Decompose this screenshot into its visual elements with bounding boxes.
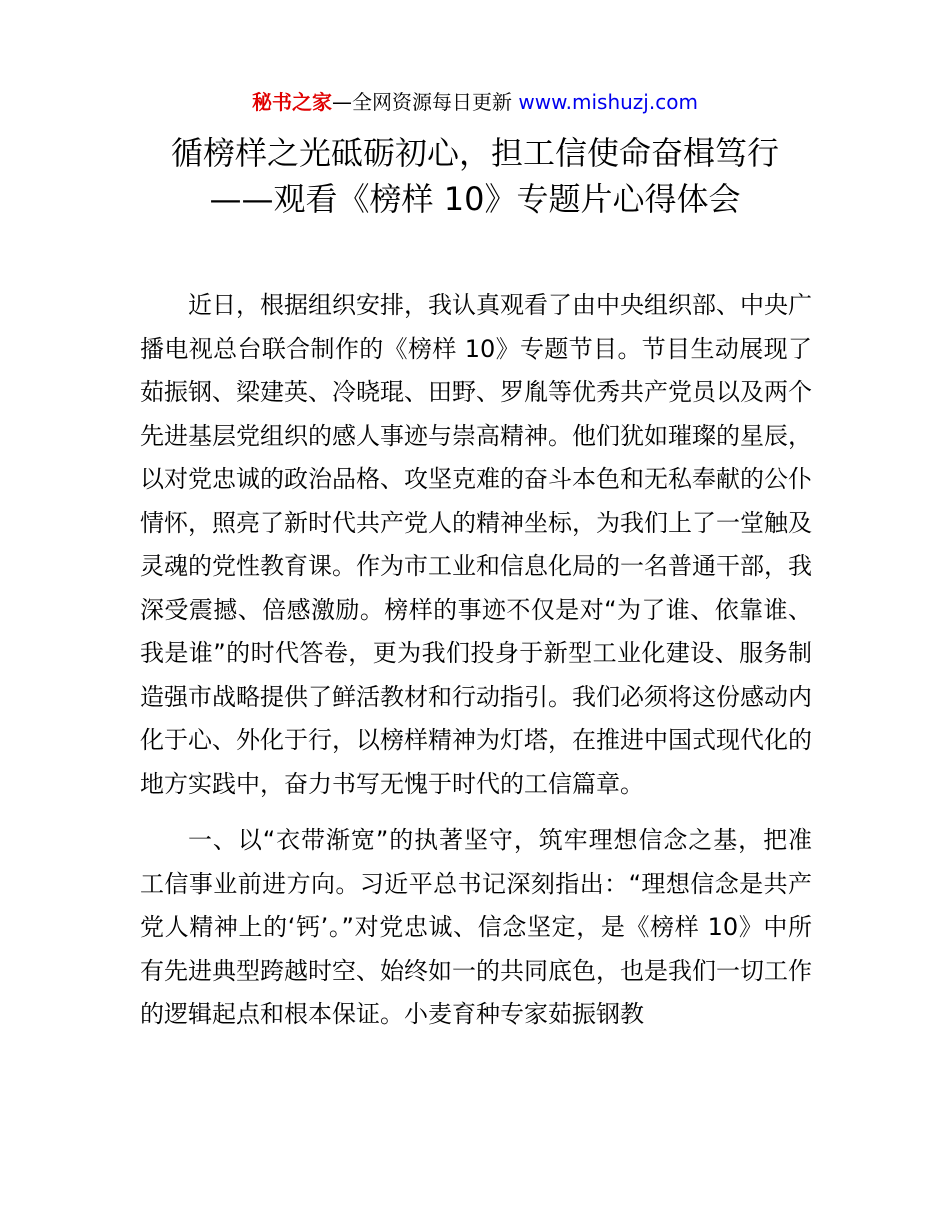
site-url-link[interactable]: www.mishuzj.com: [518, 90, 698, 114]
title-line-1: 循榜样之光砥砺初心，担工信使命奋楫笃行: [170, 134, 779, 172]
paragraph-section-1: 一、以“衣带渐宽”的执著坚守，筑牢理想信念之基，把准工信事业前进方向。习近平总书记深刻指出：“理想信念是共产党人精神上的‘钙’。”对党忠诚、信念坚定，是《榜样 10》中所有先进典型跨越时空、始终如一的共同底色，也是我们一切工作的逻辑起点和根本保证。小麦育种专家茹振钢教: [140, 826, 812, 1028]
title-line-2: ——观看《榜样 10》专题片心得体会: [209, 180, 741, 218]
site-tagline: —全网资源每日更新: [332, 90, 519, 114]
site-header: [0, 88, 950, 116]
document-body: [140, 284, 812, 1050]
site-brand: 秘书之家: [252, 90, 333, 114]
document-title: [0, 130, 950, 222]
paragraph-intro: 近日，根据组织安排，我认真观看了由中央组织部、中央广播电视总台联合制作的《榜样 10》专题节目。节目生动展现了茹振钢、梁建英、冷晓琨、田野、罗胤等优秀共产党员以及两个先进基层党组织的感人事迹与崇高精神。他们犹如璀璨的星辰，以对党忠诚的政治品格、攻坚克难的奋斗本色和无私奉献的公仆情怀，照亮了新时代共产党人的精神坐标，为我们上了一堂触及灵魂的党性教育课。作为市工业和信息化局的一名普通干部，我深受震撼、倍感激励。榜样的事迹不仅是对“为了谁、依靠谁、我是谁”的时代答卷，更为我们投身于新型工业化建设、服务制造强市战略提供了鲜活教材和行动指引。我们必须将这份感动内化于心、外化于行，以榜样精神为灯塔，在推进中国式现代化的地方实践中，奋力书写无愧于时代的工信篇章。: [140, 291, 812, 798]
